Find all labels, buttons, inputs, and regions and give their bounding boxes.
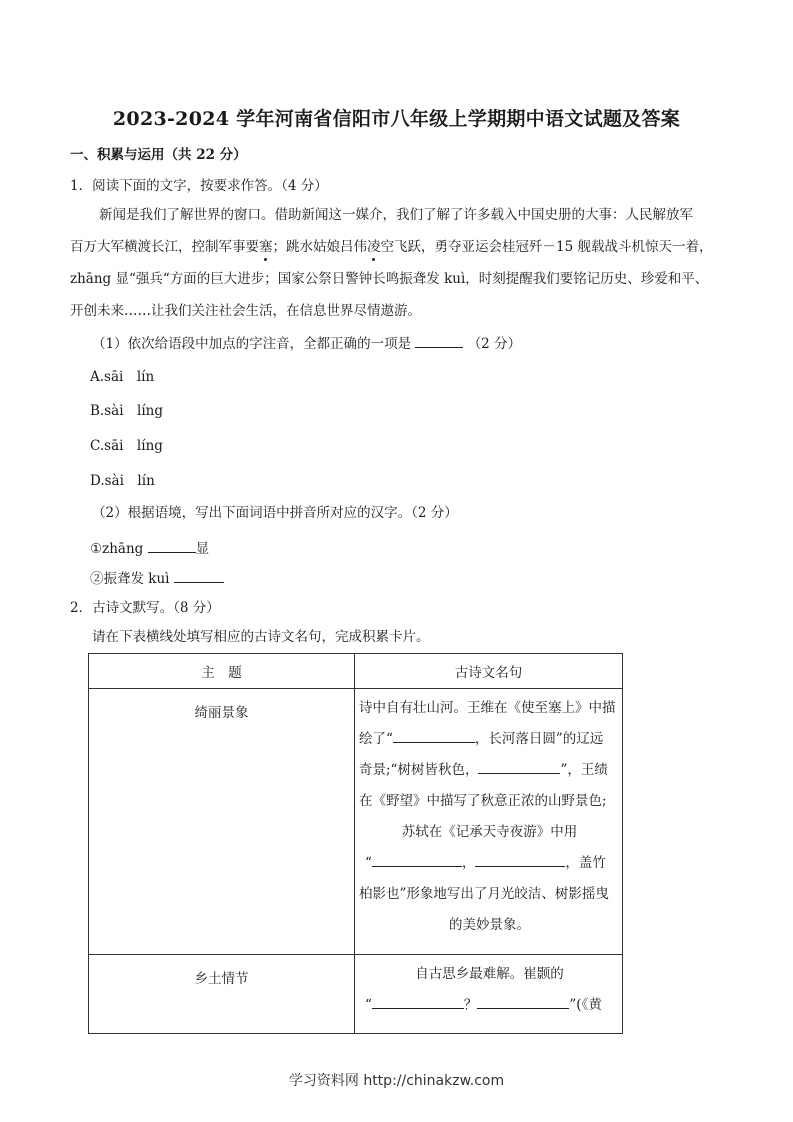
answer-blank[interactable] (393, 728, 475, 743)
passage-line-3: zhāng 显“强兵“方面的巨大进步；国家公祭日警钟长鸣振聋发 kuì，时刻提醒我们要铭记历史、珍爱和平、 (70, 271, 709, 287)
table-row (89, 689, 623, 955)
content-line: 的美妙景象。 (449, 917, 530, 933)
content-line (359, 724, 620, 755)
row-theme: 绮丽景象 (89, 689, 355, 955)
dotted-character: 凌 (367, 239, 381, 255)
sub-question-text: （1）依次给语段中加点的字注音，全都正确的一项是 (92, 336, 412, 352)
content-text: “ (365, 855, 372, 871)
content-text: 绘了“ (359, 731, 393, 747)
footer-watermark: 学习资料网 http://chinakzw.com (288, 1073, 505, 1089)
answer-blank[interactable] (372, 994, 464, 1009)
content-text: ， (461, 855, 476, 871)
answer-blank[interactable] (478, 759, 560, 774)
dotted-character: 塞 (259, 239, 273, 255)
sub-question-2: （2）根据语境，写出下面词语中拼音所对应的汉字。（2 分） (92, 505, 458, 521)
option-b[interactable]: B.sài líng (90, 403, 163, 419)
content-text: 奇景;“树树皆秋色， (359, 762, 479, 778)
row-content (355, 955, 623, 1034)
content-text: ”，王绩 (560, 762, 608, 778)
option-c[interactable]: C.sāi líng (90, 438, 163, 454)
fill-item-text: 显 (195, 541, 210, 557)
content-line: 自古思乡最难解。崔颢的 (415, 966, 564, 982)
passage-line-4: 开创未来……让我们关注社会生活，在信息世界尽情遨游。 (70, 303, 421, 319)
answer-blank[interactable] (477, 994, 569, 1009)
table-row (89, 955, 623, 1034)
content-line: 在《野望》中描写了秋意正浓的山野景色; (359, 793, 607, 809)
option-d[interactable]: D.sài lín (90, 473, 155, 489)
sub-question-1 (92, 333, 521, 353)
content-text: “ (365, 997, 372, 1013)
fill-item-1 (90, 538, 209, 558)
content-line (359, 755, 620, 786)
row-content (355, 689, 623, 955)
content-line (359, 848, 620, 879)
answer-blank[interactable] (372, 852, 462, 867)
question-1-prompt: 1．阅读下面的文字，按要求作答。（4 分） (70, 178, 328, 194)
content-line: 柏影也”形象地写出了月光皎洁、树影摇曳 (359, 886, 609, 902)
section-heading: 一、积累与运用（共 22 分） (70, 147, 247, 163)
answer-blank[interactable] (475, 852, 565, 867)
content-line (359, 990, 620, 1021)
content-text: ？ (463, 997, 478, 1013)
question-2-instruction: 请在下表横线处填写相应的古诗文名句，完成积累卡片。 (92, 629, 430, 645)
page-title: 2023-2024 学年河南省信阳市八年级上学期期中语文试题及答案 (112, 108, 681, 130)
fill-item-text: ②振聋发 kuì (90, 571, 170, 587)
answer-blank[interactable] (415, 333, 463, 348)
header-theme: 主 题 (89, 654, 355, 689)
table-header-row (89, 654, 623, 689)
content-line: 苏轼在《记承天寺夜游》中用 (401, 824, 578, 840)
header-lines: 古诗文名句 (355, 654, 623, 689)
content-text: ”(《黄 (569, 997, 602, 1013)
passage-text: 空飞跃，勇夺亚运会桂冠歼－15 舰载战斗机惊天一着， (380, 239, 713, 255)
content-text: ，长河落日圆”的辽远 (474, 731, 604, 747)
score-label: （2 分） (467, 336, 522, 352)
accumulation-card-table (88, 653, 623, 1034)
answer-blank[interactable] (148, 538, 196, 553)
fill-item-text: ①zhāng (90, 541, 144, 557)
passage-text: 百万大军横渡长江，控制军事要 (70, 239, 259, 255)
passage-text: ；跳水姑娘吕伟 (272, 239, 367, 255)
question-2-prompt: 2．古诗文默写。（8 分） (70, 600, 220, 616)
passage-line-2 (70, 238, 712, 256)
row-theme: 乡土情节 (89, 955, 355, 1034)
passage-line-1: 新闻是我们了解世界的窗口。借助新闻这一媒介，我们了解了许多载入中国史册的大事：人民解放军 (99, 207, 693, 223)
fill-item-2 (90, 568, 224, 588)
content-line: 诗中自有壮山河。王维在《使至塞上》中描 (359, 700, 616, 716)
content-text: ，盖竹 (565, 855, 606, 871)
option-a[interactable]: A.sāi lín (90, 369, 155, 385)
answer-blank[interactable] (174, 568, 224, 583)
